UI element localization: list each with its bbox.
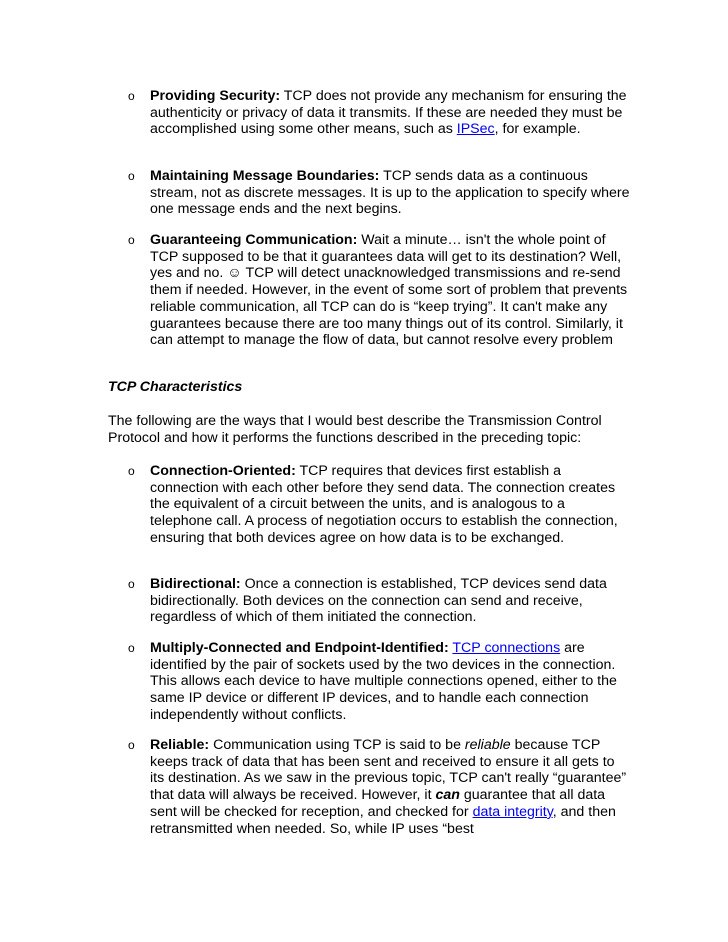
item-label: Maintaining Message Boundaries: (150, 168, 380, 184)
intro-paragraph: The following are the ways that I would best describe the Transmission Control Protocol and how it performs the functions described in the preceding topic: (108, 413, 602, 446)
bullet-marker: o (128, 464, 135, 478)
bullet-marker: o (128, 577, 135, 591)
ipsec-link[interactable]: IPSec (456, 121, 495, 138)
list-item-bidirectional: Bidirectional: Once a connection is established, TCP devices send data bidirectionally. Both devices on the connection can send and receive, regardless of which of them initiated the connection. (150, 576, 607, 626)
list-item-providing-security: Providing Security: TCP does not provide any mechanism for ensuring the authenticity or privacy of data it transmits. If these are needed they must be accomplished using some other means, such as IPSec, for example. (150, 88, 627, 138)
list-item-guaranteeing-communication: Guaranteeing Communication: Wait a minute… isn't the whole point of TCP supposed to be that it guarantees data will get to its destination? Well, yes and no. ☺ TCP will detect unacknowledged transmissions and re-send them if needed. However, in the event of some sort of problem that prevents reliable communication, all TCP can do is “keep trying”. It can't make any guarantees because there are too many things out of its control. Similarly, it can attempt to manage the flow of data, but cannot resolve every problem (150, 232, 628, 349)
emphasis-can: can (435, 787, 460, 804)
tcp-connections-link[interactable]: TCP connections (452, 640, 561, 656)
data-integrity-link[interactable]: data integrity (472, 803, 553, 820)
emphasis-reliable: reliable (464, 737, 511, 753)
section-heading: TCP Characteristics (108, 379, 243, 395)
list-item-message-boundaries: Maintaining Message Boundaries: TCP sends data as a continuous stream, not as discrete messages. It is up to the application to specify where one message ends and the next begins. (150, 168, 630, 218)
list-item-reliable: Reliable: Communication using TCP is said to be reliable because TCP keeps track of data that has been sent and received to ensure it all gets to its destination. As we saw in the previous topic, TCP can't really “guarantee” that data will always be received. However, it can guarantee that all data sent will be checked for reception, and checked for data integrity, and then retransmitted when needed. So, while IP uses “best (150, 737, 627, 837)
bullet-marker: o (128, 169, 135, 183)
list-item-multiply-connected: Multiply-Connected and Endpoint-Identified: TCP connections are identified by the pair of sockets used by the two devices in the connection. This allows each device to have multiple connections opened, either to the same IP device or different IP devices, and to handle each connection independently without conflicts. (150, 640, 617, 723)
item-label: Reliable: (150, 737, 210, 753)
item-label: Providing Security: (150, 88, 281, 104)
bullet-marker: o (128, 641, 135, 655)
bullet-marker: o (128, 89, 135, 103)
list-item-connection-oriented: Connection-Oriented: TCP requires that devices first establish a connection with each other before they send data. The connection creates the equivalent of a circuit between the units, and is analogous to a telephone call. A process of negotiation occurs to establish the connection, ensuring that both devices agree on how data is to be exchanged. (150, 463, 618, 546)
bullet-marker: o (128, 738, 135, 752)
item-label: Multiply-Connected and Endpoint-Identified: (150, 640, 449, 656)
item-label: Connection-Oriented: (150, 463, 296, 479)
item-label: Guaranteeing Communication: (150, 232, 358, 248)
item-label: Bidirectional: (150, 576, 241, 592)
bullet-marker: o (128, 233, 135, 247)
